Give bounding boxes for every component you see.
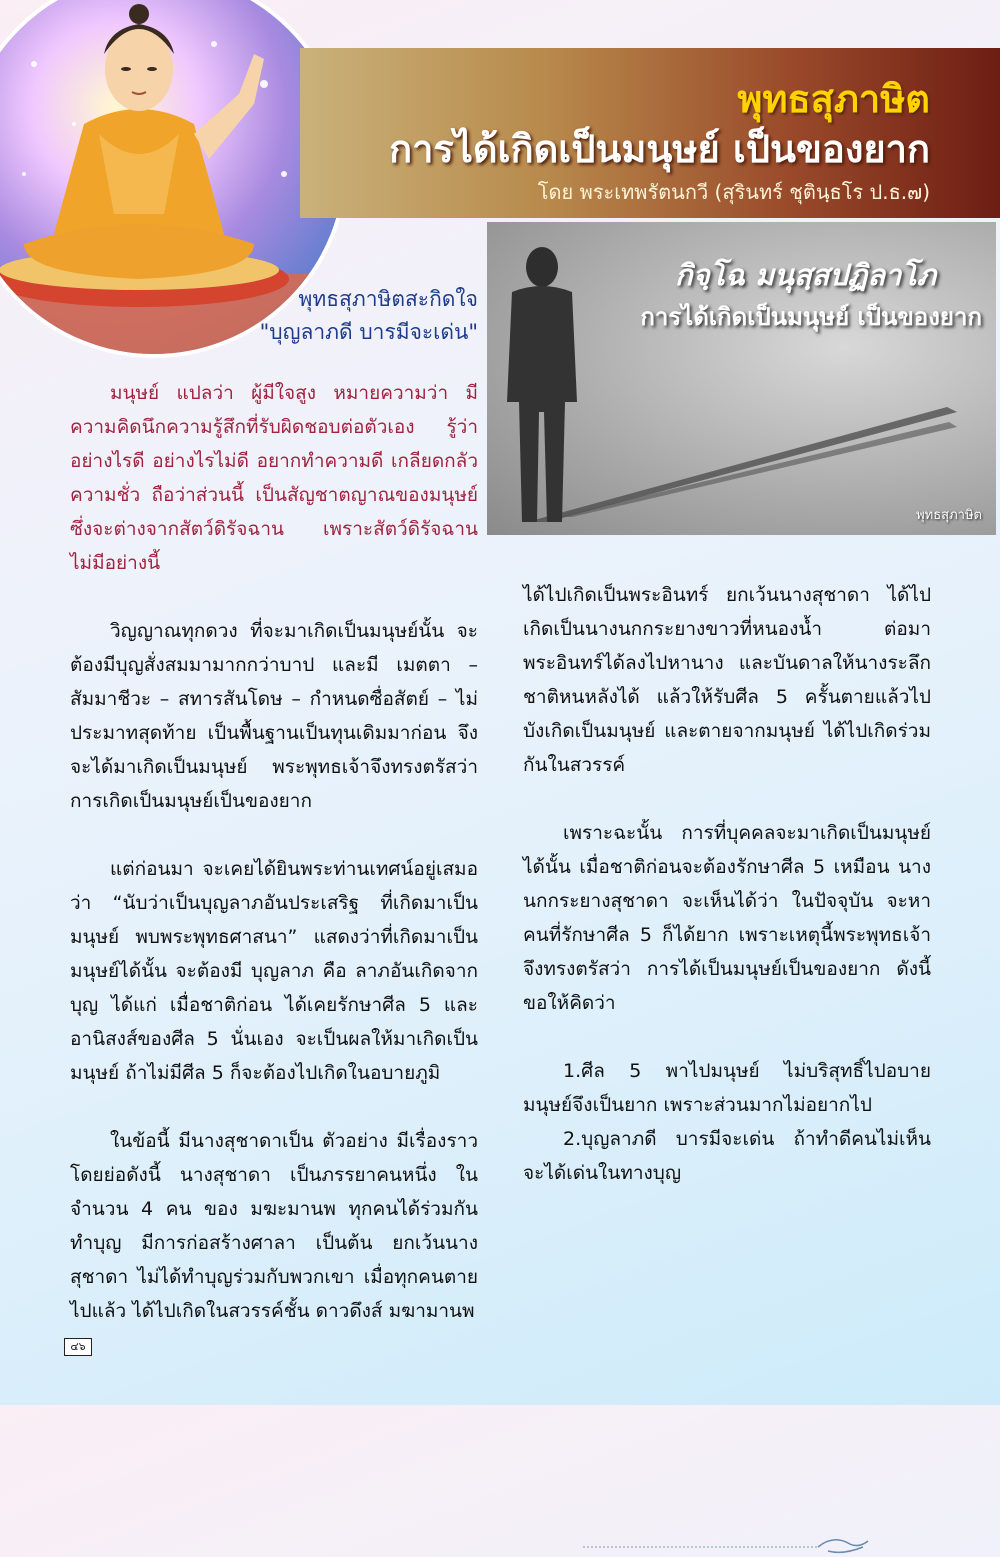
paragraph: 1.ศีล 5 พาไปมนุษย์ ไม่บริสุทธิ์ไปอบาย มนุษย์จึงเป็นยาก เพราะส่วนมากไม่อยากไป [523, 1060, 931, 1116]
paragraph: ได้ไปเกิดเป็นพระอินทร์ ยกเว้นนางสุชาดา ได้ไปเกิดเป็นนางนกกระยางขาวที่หนองน้ำ ต่อมาพระอินทร์ได้ลงไปหานาง และบันดาลให้นางระลึกชาติหนหลังได้ แล้วให้รับศีล 5 ครั้นตายแล้วไปบังเกิดเป็นมนุษย์ และตายจากมนุษย์ ได้ไปเกิดร่วมกันในสวรรค์ [523, 584, 931, 776]
photo-credit: พุทธสุภาษิต [916, 508, 982, 523]
right-column [523, 578, 931, 1190]
page-number: ๔๖ [64, 1338, 92, 1356]
photo-thai-caption: การได้เกิดเป็นมนุษย์ เป็นของยาก [640, 303, 982, 331]
article-title: การได้เกิดเป็นมนุษย์ เป็นของยาก [389, 127, 930, 171]
paragraph: เพราะฉะนั้น การที่บุคคลจะมาเกิดเป็นมนุษย์ได้นั้น เมื่อชาติก่อนจะต้องรักษาศีล 5 เหมือน นางนกกระยางสุชาดา จะเห็นได้ว่า ในปัจจุบัน จะหาคนที่รักษาศีล 5 ก็ได้ยาก เพราะเหตุนี้พระพุทธเจ้าจึงทรงตรัสว่า การได้เป็นมนุษย์เป็นของยาก ดังนี้ขอให้คิดว่า [523, 822, 931, 1014]
paragraph: 2.บุญลาภดี บารมีจะเด่น ถ้าทำดีคนไม่เห็น จะได้เด่นในทางบุญ [523, 1128, 931, 1184]
feature-photo [487, 222, 996, 535]
author-byline: โดย พระเทพรัตนกวี (สุรินทร์ ชุตินฺธโร ป.ธ.๗) [537, 180, 930, 204]
paragraph: มนุษย์ แปลว่า ผู้มีใจสูง หมายความว่า มีความคิดนึกความรู้สึกที่รับผิดชอบต่อตัวเอง รู้ว่าอย่างไรดี อย่างไรไม่ดี อยากทำความดี เกลียดกลัวความชั่ว ถือว่าส่วนนี้ เป็นสัญชาตญาณของมนุษย์ ซึ่งจะต่างจากสัตว์ดิรัจฉาน เพราะสัตว์ดิรัจฉานไม่มีอย่างนี้ [70, 382, 478, 574]
left-column [70, 376, 478, 1328]
subheading-line-2: "บุญลาภดี บารมีจะเด่น" [259, 320, 478, 344]
header-banner [300, 48, 1000, 218]
ornament-divider [583, 1533, 873, 1557]
photo-pali-caption: กิจฺโฉ มนุสฺสปฏิลาโภ [675, 258, 936, 292]
paragraph: ในข้อนี้ มีนางสุชาดาเป็น ตัวอย่าง มีเรื่องราวโดยย่อดังนี้ นางสุชาดา เป็นภรรยาคนหนึ่ง ในจำนวน 4 คน ของ มฆะมานพ ทุกคนได้ร่วมกันทำบุญ มีการก่อสร้างศาลา เป็นต้น ยกเว้นนางสุชาดา ไม่ได้ทำบุญร่วมกับพวกเขา เมื่อทุกคนตายไปแล้ว ได้ไปเกิดในสวรรค์ชั้น ดาวดึงส์ มฆามานพ [70, 1130, 478, 1322]
series-title: พุทธสุภาษิต [737, 77, 930, 121]
paragraph: วิญญาณทุกดวง ที่จะมาเกิดเป็นมนุษย์นั้น จะต้องมีบุญสั่งสมมามากกว่าบาป และมี เมตตา – สัมมาชีวะ – สทารสันโดษ – กำหนดซื่อสัตย์ – ไม่ประมาทสุดท้าย เป็นพื้นฐานเป็นทุนเดิมมาก่อน จึงจะได้มาเกิดเป็นมนุษย์ พระพุทธเจ้าจึงทรงตรัสว่า การเกิดเป็นมนุษย์เป็นของยาก [70, 620, 478, 812]
subheading [220, 283, 478, 349]
paragraph: แต่ก่อนมา จะเคยได้ยินพระท่านเทศน์อยู่เสมอว่า “นับว่าเป็นบุญลาภอันประเสริฐ ที่เกิดมาเป็นมนุษย์ พบพระพุทธศาสนา” แสดงว่าที่เกิดมาเป็นมนุษย์ได้นั้น จะต้องมี บุญลาภ คือ ลาภอันเกิดจากบุญ ได้แก่ เมื่อชาติก่อน ได้เคยรักษาศีล 5 และอานิสงส์ของศีล 5 นั่นเอง จะเป็นผลให้มาเกิดเป็นมนุษย์ ถ้าไม่มีศีล 5 ก็จะต้องไปเกิดในอบายภูมิ [70, 858, 478, 1084]
subheading-line-1: พุทธสุภาษิตสะกิดใจ [298, 287, 478, 311]
